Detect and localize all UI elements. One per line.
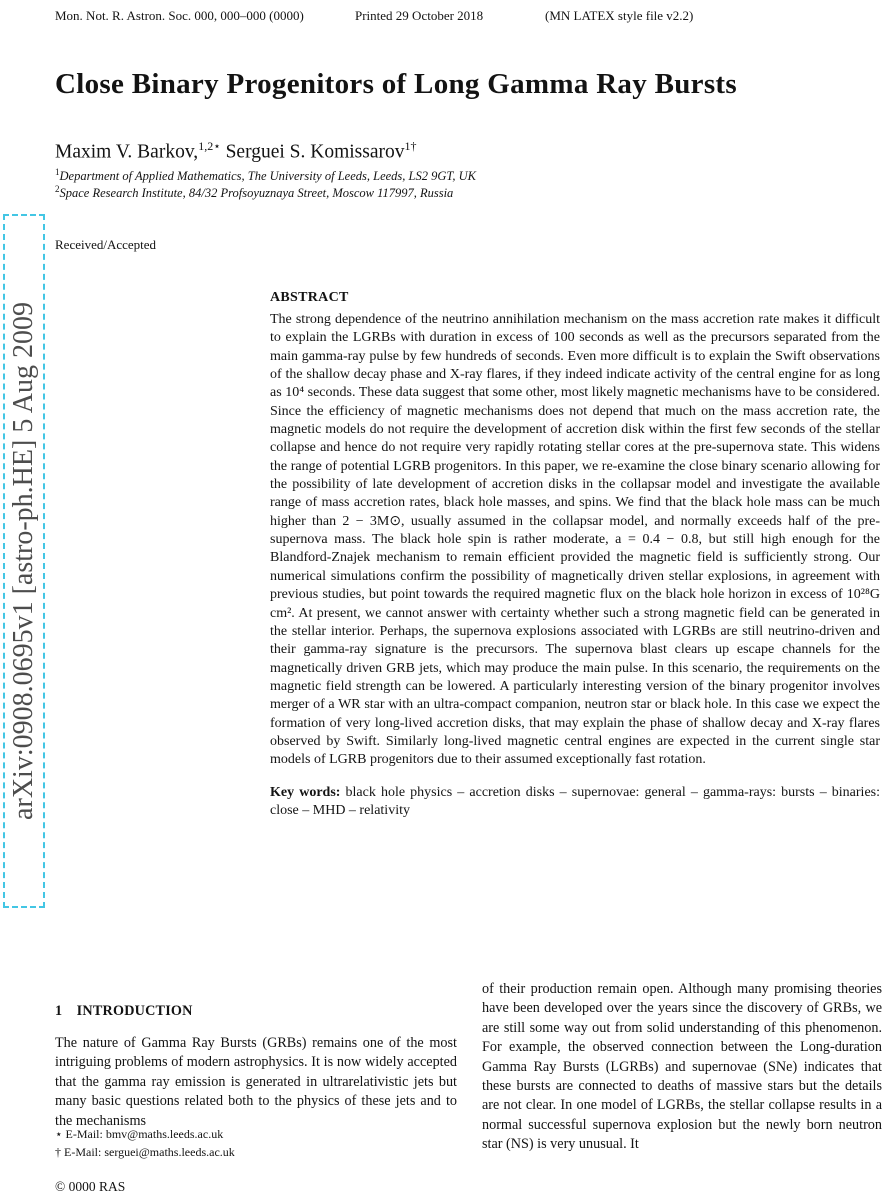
arxiv-watermark-box: [3, 214, 45, 908]
page-title: Close Binary Progenitors of Long Gamma Ray Bursts: [55, 68, 737, 100]
affiliation-2-marker: 2: [55, 184, 60, 194]
footnote-email-1: ⋆ E-Mail: bmv@maths.leeds.ac.uk: [55, 1127, 224, 1141]
affiliation-1-marker: 1: [55, 167, 60, 177]
received-accepted-line: Received/Accepted: [55, 237, 157, 252]
intro-left-column: [55, 980, 457, 1131]
affiliation-2: [55, 184, 755, 201]
abstract-block: [270, 290, 880, 821]
author-2-affil-marks: 1†: [404, 139, 417, 153]
author-2-name: Serguei S. Komissarov: [220, 141, 405, 163]
intro-right-column-text: of their production remain open. Although many promising theories have been developed over the years since the discovery of GRBs, we are still some way out from solid understanding of this phenomenon. For example, the observed connection between the Long-duration Gamma Ray Bursts (LGRBs) and supernovae (SNe) indicates that these bursts are connected to deaths of massive stars but the details are not clear. In one model of LGRBs, the stellar collapse results in a normal successful supernova explosion but the newly born neutron star (NS) is very unusual. It: [482, 981, 882, 1153]
abstract-heading: ABSTRACT: [270, 290, 349, 305]
arxiv-identifier: arXiv:0908.0695v1 [astro-ph.HE] 5 Aug 2009: [8, 302, 39, 820]
authors-line: [55, 139, 755, 164]
style-file-header: (MN LATEX style file v2.2): [545, 8, 694, 23]
keywords-label: Key words:: [270, 784, 341, 800]
copyright-footer: © 0000 RAS: [55, 1179, 126, 1194]
abstract-text: The strong dependence of the neutrino annihilation mechanism on the mass accretion rate makes it difficult to explain the LGRBs with duration in excess of 100 seconds as well as the precursors separated from the main gamma-ray pulse by few hundreds of seconds. Even more difficult is to explain the Swift observations of the shallow decay phase and X-ray flares, if they indeed indicate activity of the central engine for as long as 10⁴ seconds. These data suggest that some other, most likely magnetic mechanisms have to be considered. Since the efficiency of magnetic mechanisms does not depend that much on the mass accretion rate, the magnetic models do not require the development of accretion disk within the first few seconds of the stellar collapse and hence do not require very rapidly rotating stellar cores at the pre-supernova state. This widens the range of potential LGRB progenitors. In this paper, we re-examine the close binary scenario allowing for the possibility of late development of accretion disks in the collapsar model and investigate the available range of mass accretion rates, black hole masses, and spins. We find that the black hole mass can be much higher than 2 − 3M⊙, usually assumed in the collapsar model, and normally exceeds half of the pre-supernova mass. The black hole spin is rather moderate, a = 0.4 − 0.8, but still high enough for the Blandford-Znajek mechanism to remain efficient provided the magnetic field is sufficiently strong. Our numerical simulations confirm the possibility of magnetically driven stellar explosions, in agreement with previous studies, but point towards the required magnetic flux on the black hole horizon in excess of 10²⁸G cm². At present, we cannot answer with certainty whether such a strong magnetic field can be generated in the stellar interior. Perhaps, the supernova explosions associated with LGRBs are still neutrino-driven and their gamma-ray signature is the precursors. The supernova blast clears up escape channels for the magnetically driven GRB jets, which may produce the main pulse. In this scenario, the requirements on the magnetic field strength can be lowered. A particularly interesting version of the binary progenitor involves merger of a WR star with an ultra-compact companion, neutron star or black hole. In this case we expect the formation of very long-lived accretion disks, that may explain the phase of shallow decay and X-ray flares observed by Swift. Similarly long-lived magnetic central engines are expected in the current single star models of LGRB progenitors due to their assumed exceptionally fast rotation.: [270, 312, 880, 768]
affiliation-1: [55, 167, 755, 184]
author-1-affil-marks: 1,2⋆: [198, 139, 221, 153]
footnotes-block: [55, 1126, 457, 1161]
author-1-name: Maxim V. Barkov,: [55, 141, 199, 163]
keywords-text: black hole physics – accretion disks – supernovae: general – gamma-rays: bursts – binaries: close – MHD – relativity: [270, 784, 881, 819]
affiliation-1-text: Department of Applied Mathematics, The University of Leeds, Leeds, LS2 9GT, UK: [59, 169, 477, 184]
intro-left-column-text: The nature of Gamma Ray Bursts (GRBs) remains one of the most intriguing problems of modern astrophysics. It is now widely accepted that the gamma ray emission is generated in ultrarelativistic jets but many basic questions related both to the physics of these jets and to the mechanisms: [55, 1035, 457, 1129]
keywords-line: [270, 784, 880, 821]
printed-date-header: Printed 29 October 2018: [355, 8, 484, 23]
footnote-email-2: † E-Mail: serguei@maths.leeds.ac.uk: [55, 1144, 235, 1159]
journal-header: Mon. Not. R. Astron. Soc. 000, 000–000 (0000): [55, 8, 304, 23]
affiliation-2-text: Space Research Institute, 84/32 Profsoyuznaya Street, Moscow 117997, Russia: [59, 186, 454, 201]
section-heading-introduction: 1 INTRODUCTION: [55, 1003, 193, 1019]
